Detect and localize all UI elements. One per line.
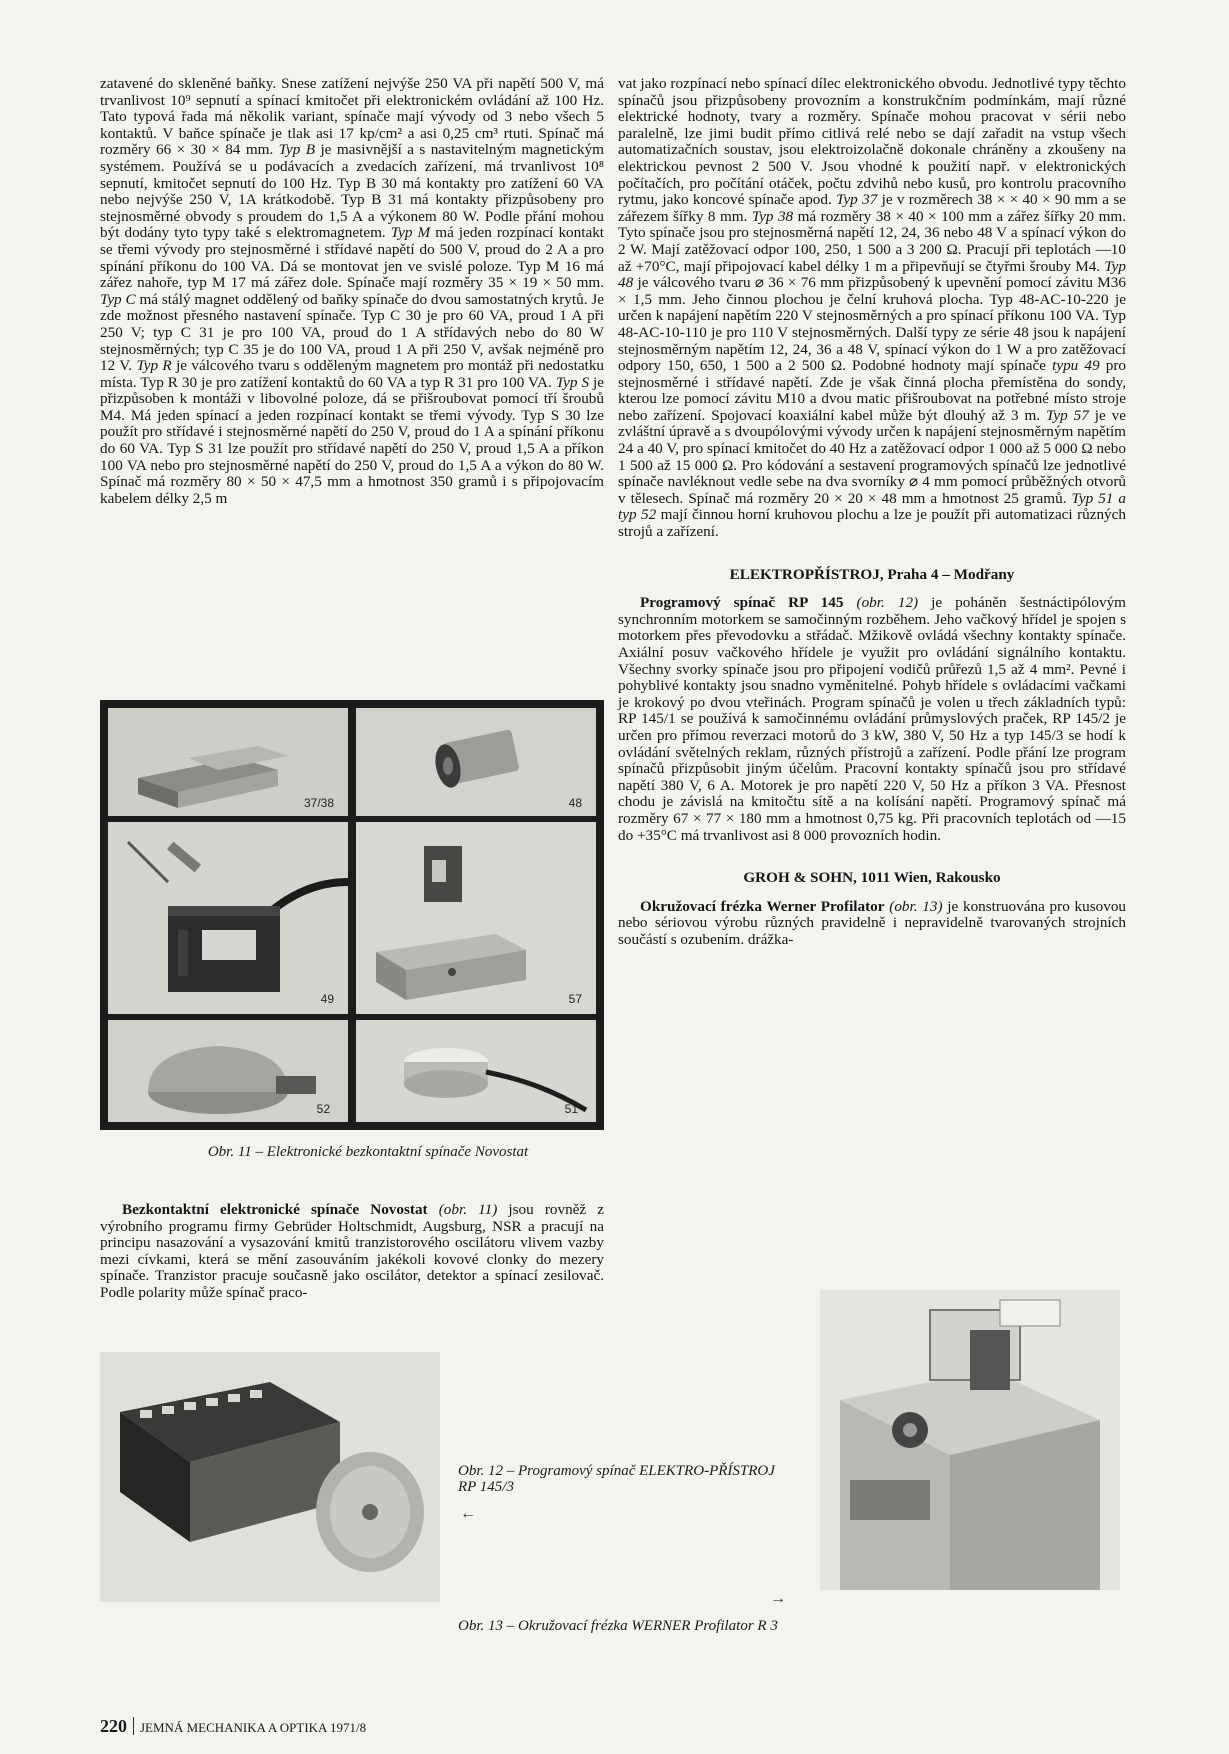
text-run: je ve zvláštní úpravě a s dvoupólovými vývody určen k napájení stejnosměrným napětím 24 a 40 V, pro spínací kmitočet do 40 Hz a zatěžovací odpor 1 000 až 5 000 Ω nebo 1 500 až 15 000 Ω. Pro kódování a sestavení programových spínačů lze jednotlivé spínače navléknout vedle sebe na dva svorníky ⌀ 4 mm pomocí průběžných otvorů v tělesech. Spínač má rozměry 20 × 20 × 48 mm a hmotnost 25 gramů.: [618, 406, 1127, 507]
photo-switch-52: [108, 1020, 348, 1122]
journal-name: JEMNÁ MECHANIKA A OPTIKA 1971/8: [140, 1720, 367, 1735]
figure-reference: (obr. 13): [889, 897, 943, 915]
text-run: je válcového tvaru s odděleným magnetem pro montáž při nedostatku místa. Typ R 30 je pro zatížení kontaktů do 60 VA a typ R 31 pro 100 VA.: [100, 357, 605, 391]
type-name: Typ R: [136, 357, 172, 375]
photo-label: 48: [568, 796, 582, 810]
photo-label: 37/38: [303, 796, 334, 810]
text-run: je masivnější a s nastavitelným magnetickým systémem. Používá se u podávacích a zvedacích zařízení, má trvanlivost 10⁸ sepnutí, kmitočet sepnutí do 100 Hz. Typ B 30 má kontakty pro zatížení 60 VA nebo nejvýše 250 V, 1A krátkodobě. Typ B 31 má kontakty přizpůsobeny pro stejnosměrné obvody s proudem do 1,5 A a výkonem 80 W. Podle přání mohou být dodány tyto typy také s elektromagnetem.: [100, 141, 604, 242]
left-column-bottom: [100, 1202, 604, 1302]
program-switch-image: [100, 1352, 440, 1602]
text-run: pro stejnosměrné i střídavé napětí. Zde je však činná plocha přemístěna do sondy, kterou lze pomocí závitu M10 a dvou matic přišroubovat na potřebné místo stroje nebo zařízení. Spojovací koaxiální kabel může být dlouhý až 3 m.: [618, 357, 1126, 424]
footer-divider: [133, 1717, 134, 1735]
type-name: Typ M: [390, 224, 431, 242]
figure-11-photo-grid: [100, 700, 604, 1130]
section-heading-elektroprístroj: ELEKTROPŘÍSTROJ, Praha 4 – Modřany: [729, 565, 1015, 583]
type-name: typu 49: [1052, 357, 1100, 375]
right-column: [618, 76, 1126, 949]
section-title: Bezkontaktní elektronické spínače Novostat: [122, 1201, 428, 1218]
type-name: Typ 48: [618, 257, 1126, 292]
photo-switch-51: [356, 1020, 596, 1122]
type-name: Typ 38: [751, 207, 794, 225]
novostat-paragraph: [100, 1202, 604, 1302]
type-name: Typ 57: [1046, 406, 1089, 424]
section-title: Okružovací frézka Werner Profilator: [640, 897, 885, 915]
photo-switch-49: [108, 822, 348, 1014]
text-run: je konstruována pro kusovou nebo sériovou výrobu různých pravidelně i nepravidelně tvarovaných strojních součástí s ozubením. drážka-: [618, 897, 1127, 948]
section-heading-groh-sohn: GROH & SOHN, 1011 Wien, Rakousko: [743, 869, 1001, 887]
text-run: mají činnou horní kruhovou plochu a lze je použít při automatizaci různých strojů a zařízení.: [618, 506, 1126, 541]
figure-13-caption: Obr. 13 – Okružovací frézka WERNER Profilator R 3: [458, 1618, 778, 1634]
photo-switch-48: [356, 708, 596, 816]
section-title: Programový spínač RP 145: [640, 594, 844, 612]
photo-label: 49: [320, 992, 334, 1006]
figure-12-photo: [100, 1352, 440, 1602]
text-run: má rozměry 38 × 40 × 100 mm a zářez šířky 20 mm. Tyto spínače jsou pro stejnosměrná napětí 12, 24, 36 nebo 48 V a spínací výkon do 2 W. Mají zatěžovací odpor 100, 250, 1 500 a 3 200 Ω. Pracují při teplotách —10 až +70°C, mají připojovací kabel délky 1 m a připevňují se čtyřmi šrouby M4.: [618, 207, 1127, 275]
type-name: Typ 37: [836, 191, 878, 209]
text-run: je poháněn šestnáctipólovým synchronním motorkem se samočinným rozběhem. Jeho vačkový hřídel je spojen s motorkem přes převodovku a střádač. Mžikově ovládá všechny kontakty spínače. Axiální posuv vačkového hřídele je využit pro ovládání signálního kontaktu. Všechny svorky spínače jsou pro připojení vodičů průřezů 1,5 až 4 mm². Pevné i pohyblivé kontakty jsou snadno vyměnitelné. Pohyb hřídele s ovládacími vačkami je krokový po dvou vteřinách. Program spínačů je volen u třech základních typů: RP 145/1 se používá k samočinnému ovládání průmyslových praček, RP 145/2 je určen pro přímou reverzaci motorů do 3 kW, 380 V, 50 Hz a typ 145/3 se hodí k ovládání světelných reklam, různých přístrojů a zařízení. Podle přání lze program spínačů přizpůsobit jiným účelům. Pracovní kontakty spínačů jsou pro střídavé napětí 380 V, 6 A. Motorek je pro napětí 220 V, 50 Hz a příkon 3 VA. Přesnost chodu je závislá na kmitočtu sítě a na kolísání napětí. Programový spínač má rozměry 67 × 77 × 180 mm a hmotnost 0,75 kg. Při pracovních teplotách od —15 do +35°C má trvanlivost asi 8 000 provozních hodin.: [618, 594, 1126, 844]
gear-milling-machine-image: [820, 1290, 1120, 1590]
page-footer: [100, 1716, 366, 1737]
photo-switch-57: [356, 822, 596, 1014]
profilator-paragraph: [618, 899, 1126, 949]
disc-switch-image: [356, 1020, 596, 1122]
figure-reference: (obr. 12): [856, 594, 919, 612]
figure-reference: (obr. 11): [438, 1201, 498, 1218]
photo-label: 51: [564, 1102, 578, 1116]
page-number: 220: [100, 1716, 127, 1736]
left-arrow-icon: ←: [460, 1505, 476, 1522]
text-run: je v rozměrech 38 × × 40 × 90 mm a se zářezem šířky 8 mm.: [618, 191, 1126, 225]
photo-label: 57: [568, 992, 582, 1006]
figure-11-caption: Obr. 11 – Elektronické bezkontaktní spínače Novostat: [207, 1144, 529, 1160]
photo-label: 52: [316, 1102, 330, 1116]
cylinder-switch-image: [356, 708, 596, 816]
text-run: jsou rovněž z výrobního programu firmy Gebrüder Holtschmidt, Augsburg, NSR a pracují na principu nasazování a vysazování kmitů tranzistorového oscilátoru vlivem vazby mezi cívkami, která se mění zasouváním jakékoli kovové clonky do mezery spínače. Tranzistor pracuje současně jako oscilátor, detektor a spínací zesilovač. Podle polarity může spínač praco-: [100, 1201, 605, 1301]
text-run: zatavené do skleněné baňky. Snese zatížení nejvýše 250 VA při napětí 500 V, má trvanlivost 10⁹ sepnutí a spínací kmitočet při elektronickém ovládání až 100 Hz. Tato typová řada má několik variant, spínače mají vývody od 3 nebo všech 5 kontaktů. V baňce spínače je tlak asi 17 kp/cm² a asi 0,25 cm³ rtuti. Spínač má rozměry 66 × 30 × 84 mm.: [100, 75, 604, 159]
left-paragraph: [100, 76, 604, 507]
figure-13-photo: [820, 1290, 1120, 1590]
text-run: je přizpůsoben k montáži v libovolné poloze, dá se přišroubovat pomocí tří šroubů M4. Má jeden spínací a jeden rozpínací kontakt se třemi vývody. Typ S 30 lze použít pro střídavé i stejnosměrné napětí do 250 V, proud do 1 A a spínání příkonu do 60 VA. Typ S 31 lze použít pro střídavé napětí do 250 V, proud 1,5 A a příkon 100 VA nebo pro stejnosměrné napětí do 250 V, proud do 1,5 A a výkon do 80 W. Spínač má rozměry 80 × 50 × 47,5 mm a hmotnost 350 gramů i s připojovacím kabelem délky 2,5 m: [100, 373, 605, 507]
type-name: Typ S: [555, 373, 590, 391]
round-switch-image: [108, 1020, 348, 1122]
type-name: Typ C: [100, 290, 136, 308]
type-name: Typ 51 a typ 52: [618, 489, 1127, 524]
text-run: má stálý magnet oddělený od baňky spínače do dvou samostatných krytů. Je zde možnost přesného nastavení spínače. Typ C 30 je pro 60 VA, proud 1 A při 250 V; typ C 31 je pro 100 VA, proud do 1 A střídavých nebo do 80 W stejnosměrných; typ C 35 je do 100 VA, proud 1 A při 250 V, avšak nejméně pro 12 V.: [100, 290, 604, 375]
probe-switch-image: [108, 822, 348, 1014]
left-column-top: [100, 76, 604, 507]
type-name: Typ B: [278, 141, 316, 159]
text-run: vat jako rozpínací nebo spínací dílec elektronického obvodu. Jednotlivé typy těchto spínačů jsou přizpůsobeny provozním a konstrukčním podmínkám, mají různé elektrické hodnoty, tvary a rozměry. Spínače mohou pracovat v sérii nebo paralelně, lze jimi budit přímo citlivá relé nebo se dají zařadit na vstup všech automatizačních soustav, jsou elektroizolačně dokonale chráněny a zkoušeny na elektrickou pevnost 2 500 V. Jsou vhodné k použití např. v elektronických počítačích, pro počítání otáček, počtu zdvihů nebo kusů, pro kontrolu pracovního rytmu, jako koncové spínače apod.: [618, 75, 1126, 209]
figure-12-caption: Obr. 12 – Programový spínač ELEKTRO-PŘÍSTROJ RP 145/3: [458, 1463, 775, 1495]
cube-switch-image: [356, 822, 596, 1014]
text-run: je válcového tvaru ⌀ 36 × 76 mm přizpůsobený k upevnění pomocí závitu M36 × 1,5 mm. Jeho činnou plochou je čelní kruhová plocha. Typ 48-AC-10-220 je určen k napájení napětím 220 V stejnosměrných a pro spínací příkonu 100 VA. Typ 48-AC-10-110 je pro 110 V stejnosměrných. Další typy ze série 48 jsou k napájení stejnosměrným napětím 12, 24, 36 a 48 V, spínací výkon do 1 W a pro zatěžovací odpory 150, 650, 1 500 a 2 500 Ω. Podobné hodnoty mají spínače: [618, 274, 1126, 375]
photo-switch-37-38: [108, 708, 348, 816]
text-run: má jeden rozpínací kontakt se třemi vývody pro stejnosměrné i střídavé napětí do 500 V, proud do 2 A a pro spínání příkonu do 100 VA. Dá se montovat jen ve svislé poloze. Typ M 16 má zářez nahoře, typ M 17 má zářez dole. Spínače mají rozměry 35 × 19 × 50 mm.: [100, 224, 605, 292]
rp145-paragraph: [618, 595, 1126, 844]
right-paragraph: [618, 76, 1126, 541]
right-arrow-icon: →: [770, 1590, 786, 1607]
